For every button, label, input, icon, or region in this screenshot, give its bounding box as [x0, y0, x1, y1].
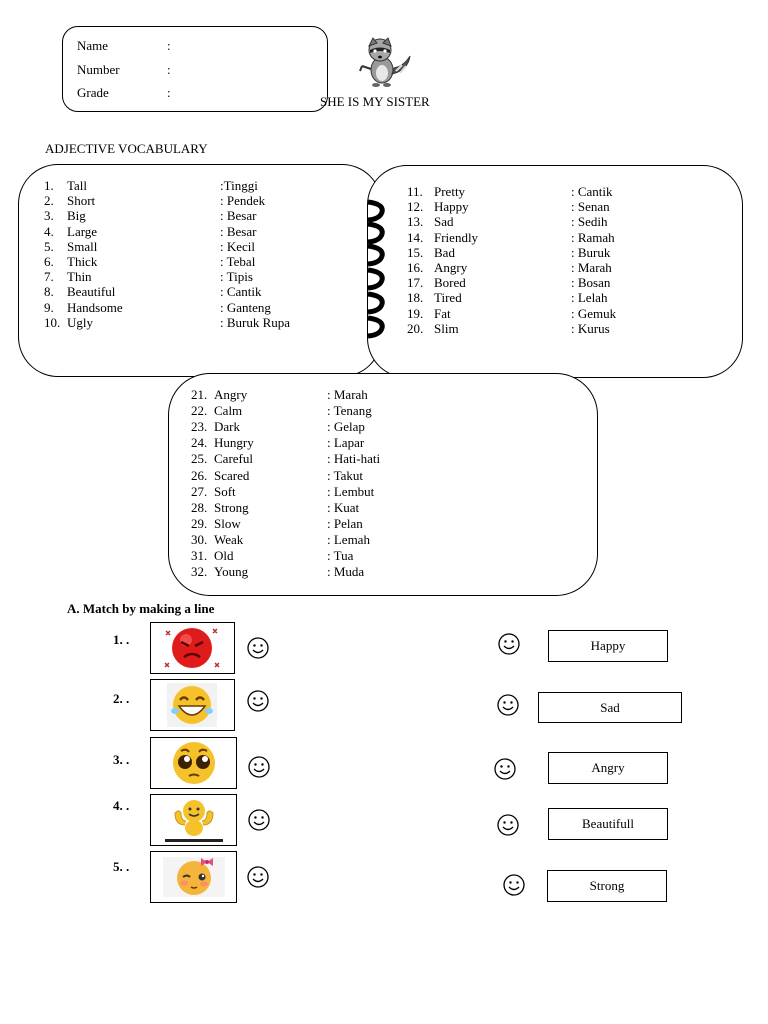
vocab-indonesian: : Lapar: [327, 435, 365, 451]
pleading-face-icon: [151, 738, 236, 788]
vocab-number: 29.: [191, 515, 208, 531]
vocab-indonesian: : Pelan: [327, 515, 363, 531]
vocab-number: 21.: [191, 387, 208, 402]
vocab-english: Tired: [434, 290, 462, 306]
vocab-english: Strong: [214, 499, 249, 515]
vocab-indonesian: : Bosan: [571, 275, 611, 291]
vocab-indonesian: : Kurus: [571, 320, 610, 336]
vocab-indonesian: : Buruk: [571, 244, 611, 260]
strong-face-icon: [151, 795, 236, 845]
vocab-indonesian: : Tenang: [327, 403, 372, 419]
vocab-english: Weak: [214, 531, 244, 547]
vocab-number: 24.: [191, 435, 208, 451]
vocab-number: 27.: [191, 483, 208, 499]
vocab-english: Ugly: [67, 314, 93, 330]
vocab-indonesian: : Besar: [220, 208, 257, 224]
vocab-english: Calm: [214, 403, 243, 419]
vocab-number: 23.: [191, 419, 208, 435]
name-label: Name: [77, 38, 109, 53]
vocab-number: 19.: [407, 305, 424, 321]
vocab-english: Young: [214, 564, 249, 580]
vocab-english: Small: [67, 238, 98, 254]
vocab-number: 14.: [407, 229, 424, 245]
exercise-title: A. Match by making a line: [67, 601, 215, 616]
vocab-english: Pretty: [434, 184, 466, 199]
number-label: Number: [77, 62, 120, 77]
vocab-number: 28.: [191, 499, 208, 515]
vocab-indonesian: : Ganteng: [220, 299, 271, 315]
vocab-indonesian: : Gemuk: [571, 305, 617, 321]
smiley-icon[interactable]: [503, 874, 525, 896]
vocab-number: 10.: [44, 314, 61, 330]
vocab-english: Large: [67, 223, 98, 239]
smiley-icon[interactable]: [497, 814, 519, 836]
smiley-icon[interactable]: [248, 809, 270, 831]
beautiful-face-icon: [151, 852, 236, 902]
vocab-number: 15.: [407, 244, 424, 260]
vocab-indonesian: : Marah: [327, 387, 368, 402]
vocab-number: 30.: [191, 531, 208, 547]
vocab-indonesian: :Tinggi: [220, 178, 258, 193]
emoji-frame-2: [150, 679, 235, 731]
word-box-angry: Angry: [548, 752, 668, 784]
emoji-frame-4: [150, 794, 237, 846]
vocab-number: 31.: [191, 548, 208, 563]
vocab-number: 22.: [191, 403, 208, 419]
smiley-icon[interactable]: [494, 758, 516, 780]
item-number-1: 1. .: [113, 632, 130, 647]
vocab-indonesian: : Gelap: [327, 419, 365, 435]
vocab-english: Short: [67, 193, 96, 209]
vocab-english: Thin: [67, 269, 92, 285]
vocab-english: Old: [214, 548, 234, 563]
smiley-icon[interactable]: [248, 756, 270, 778]
binder-rings-icon: [362, 198, 390, 344]
vocab-indonesian: : Kecil: [220, 238, 256, 254]
vocab-indonesian: : Lembut: [327, 483, 375, 499]
vocab-indonesian: : Muda: [327, 564, 365, 580]
vocab-english: Sad: [434, 214, 454, 230]
smiley-icon[interactable]: [247, 637, 269, 659]
vocab-number: 6.: [44, 254, 54, 269]
student-info-box: Name : Number : Grade :: [62, 26, 328, 112]
vocab-number: 1.: [44, 178, 54, 193]
vocab-english: Slow: [214, 515, 241, 531]
vocab-indonesian: : Hati-hati: [327, 451, 381, 467]
vocab-list-3: [191, 387, 491, 587]
vocab-indonesian: : Tebal: [220, 254, 256, 269]
vocab-english: Angry: [214, 387, 248, 402]
vocab-indonesian: : Lemah: [327, 531, 370, 547]
vocab-english: Beautiful: [67, 284, 116, 300]
emoji-frame-5: [150, 851, 237, 903]
smiley-icon[interactable]: [247, 690, 269, 712]
vocab-indonesian: : Cantik: [220, 284, 262, 300]
vocab-english: Happy: [434, 199, 469, 215]
vocab-number: 2.: [44, 193, 54, 209]
vocab-english: Slim: [434, 320, 459, 336]
vocab-section-title: ADJECTIVE VOCABULARY: [45, 141, 208, 156]
vocab-number: 20.: [407, 320, 424, 336]
vocab-indonesian: : Lelah: [571, 290, 608, 306]
vocab-number: 5.: [44, 238, 54, 254]
vocab-english: Tall: [67, 178, 88, 193]
vocab-indonesian: : Buruk Rupa: [220, 314, 291, 330]
laughing-face-icon: [151, 680, 234, 730]
vocab-english: Fat: [434, 305, 451, 321]
smiley-icon[interactable]: [498, 633, 520, 655]
vocab-number: 8.: [44, 284, 54, 300]
emoji-frame-3: [150, 737, 237, 789]
vocab-indonesian: : Tua: [327, 548, 354, 563]
vocab-list-2: [407, 184, 707, 344]
vocab-english: Hungry: [214, 435, 254, 451]
grade-label: Grade: [77, 85, 109, 100]
worksheet-title: SHE IS MY SISTER: [320, 94, 430, 109]
vocab-english: Careful: [214, 451, 253, 467]
vocab-indonesian: : Marah: [571, 260, 612, 275]
vocab-english: Bored: [434, 275, 466, 291]
smiley-icon[interactable]: [497, 694, 519, 716]
vocab-number: 32.: [191, 564, 208, 580]
item-number-5: 5. .: [113, 859, 130, 874]
vocab-number: 25.: [191, 451, 208, 467]
vocab-indonesian: : Senan: [571, 199, 610, 215]
vocab-number: 26.: [191, 467, 208, 483]
vocab-number: 4.: [44, 223, 54, 239]
vocab-indonesian: : Pendek: [220, 193, 266, 209]
vocab-english: Dark: [214, 419, 240, 435]
item-number-3: 3. .: [113, 752, 130, 767]
vocab-indonesian: : Kuat: [327, 499, 360, 515]
vocab-number: 9.: [44, 299, 54, 315]
vocab-number: 7.: [44, 269, 54, 285]
vocab-number: 11.: [407, 184, 423, 199]
vocab-indonesian: : Cantik: [571, 184, 613, 199]
vocab-indonesian: : Tipis: [220, 269, 253, 285]
word-box-strong: Strong: [547, 870, 667, 902]
vocab-english: Scared: [214, 467, 250, 483]
raccoon-icon: [352, 36, 414, 90]
vocab-english: Angry: [434, 260, 468, 275]
vocab-english: Soft: [214, 483, 236, 499]
word-box-beautifull: Beautifull: [548, 808, 668, 840]
vocab-number: 16.: [407, 260, 424, 275]
vocab-english: Handsome: [67, 299, 123, 315]
item-number-4: 4. .: [113, 798, 130, 813]
word-box-sad: Sad: [538, 692, 682, 723]
vocab-english: Bad: [434, 244, 455, 260]
vocab-indonesian: : Takut: [327, 467, 364, 483]
vocab-indonesian: : Besar: [220, 223, 257, 239]
vocab-number: 17.: [407, 275, 424, 291]
vocab-number: 3.: [44, 208, 54, 224]
emoji-frame-1: [150, 622, 235, 674]
vocab-list-1: [44, 178, 344, 338]
smiley-icon[interactable]: [247, 866, 269, 888]
vocab-number: 13.: [407, 214, 424, 230]
vocab-number: 12.: [407, 199, 424, 215]
word-box-happy: Happy: [548, 630, 668, 662]
vocab-english: Thick: [67, 254, 98, 269]
vocab-number: 18.: [407, 290, 424, 306]
vocab-indonesian: : Ramah: [571, 229, 615, 245]
vocab-english: Friendly: [434, 229, 479, 245]
vocab-english: Big: [67, 208, 86, 224]
angry-face-icon: [151, 623, 234, 673]
item-number-2: 2. .: [113, 691, 130, 706]
vocab-indonesian: : Sedih: [571, 214, 608, 230]
